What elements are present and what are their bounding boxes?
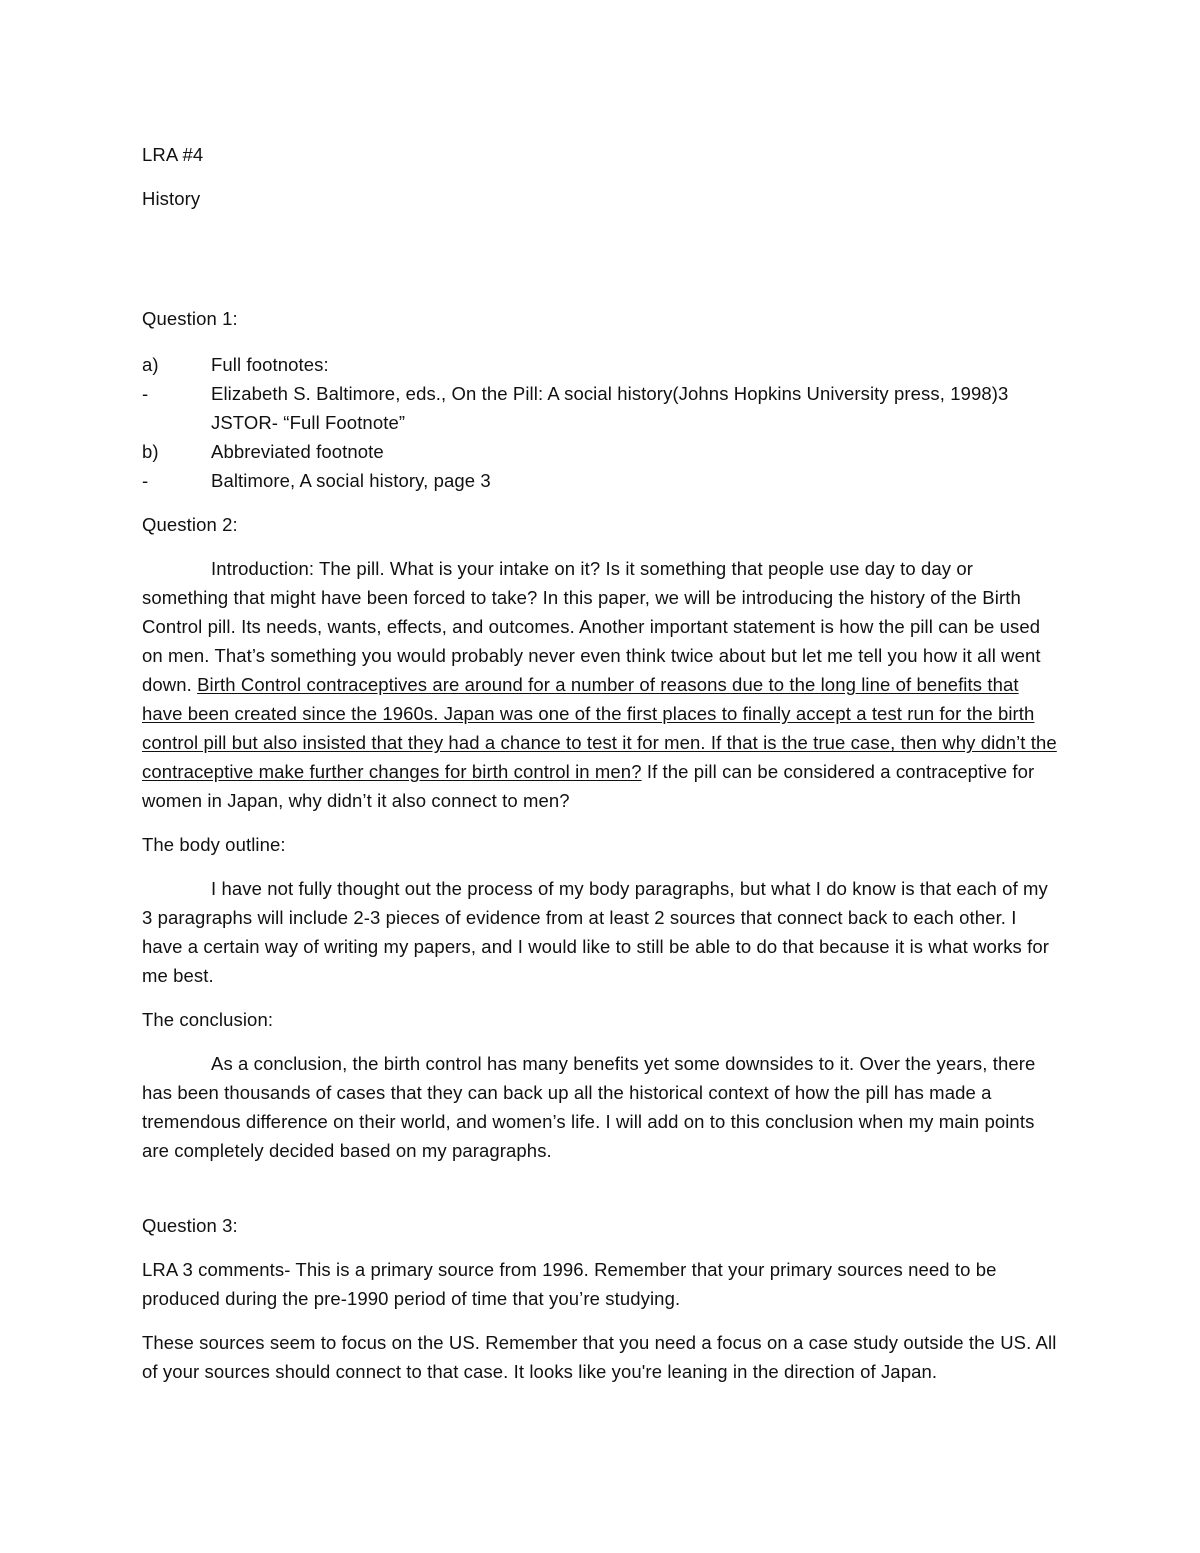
list-item-text: Abbreviated footnote xyxy=(211,441,384,462)
conclusion-paragraph: As a conclusion, the birth control has many benefits yet some downsides to it. Over the years, there has been thousands of cases that they can back up all the historical context of how the pill has made a tremendous difference on their world, and women’s life. I will add on to this conclusion when my main points are completely decided based on my paragraphs. xyxy=(142,1053,1036,1161)
list-marker: - xyxy=(142,470,149,491)
question-1-heading: Question 1: xyxy=(142,308,238,329)
question-3-heading: Question 3: xyxy=(142,1215,238,1236)
list-item-text: Baltimore, A social history, page 3 xyxy=(211,470,491,491)
body-outline-heading: The body outline: xyxy=(142,834,286,855)
feedback-comment-2: These sources seem to focus on the US. Remember that you need a focus on a case study outside the US. All of your sources should connect to that case. It looks like you're leaning in the direction of Japan. xyxy=(142,1332,1057,1382)
list-item-text: Elizabeth S. Baltimore, eds., On the Pill: A social history(Johns Hopkins University press, 1998)3 xyxy=(211,383,1009,404)
list-item xyxy=(142,350,1062,379)
intro-text: Introduction: The pill. What is your intake on it? Is it something that people use day to day or something that might have been forced to take? In this paper, we will be introducing the history of the Birth Control pill. Its needs, wants, effects, and outcomes. Another important statement is how the pill can be used on men. That’s something you would probably never even think twice about but let me tell you how it all went down. xyxy=(142,558,1041,695)
intro-text-end: If the pill can be considered a contraceptive for women in Japan, why didn’t it also connect to men? xyxy=(142,761,1035,811)
introduction-paragraph xyxy=(142,554,1062,815)
list-item-text: Full footnotes: xyxy=(211,354,329,375)
assignment-title: LRA #4 xyxy=(142,144,204,165)
subject-title: History xyxy=(142,188,201,209)
question-2-heading: Question 2: xyxy=(142,514,238,535)
intro-underlined-text: Birth Control contraceptives are around for a number of reasons due to the long line of benefits that have been created since the 1960s. Japan was one of the first places to finally accept a test run for the birth control pill but also insisted that they had a chance to test it for men. If that is the true case, then why didn’t the contraceptive make further changes for birth control in men? xyxy=(142,674,1057,782)
feedback-comment-1: LRA 3 comments- This is a primary source from 1996. Remember that your primary sources need to be produced during the pre-1990 period of time that you’re studying. xyxy=(142,1259,997,1309)
footnote-list xyxy=(142,350,1062,495)
list-marker: - xyxy=(142,383,149,404)
list-item xyxy=(142,379,1062,408)
body-outline-paragraph: I have not fully thought out the process of my body paragraphs, but what I do know is that each of my 3 paragraphs will include 2-3 pieces of evidence from at least 2 sources that connect back to each other. I have a certain way of writing my papers, and I would like to still be able to do that because it is what works for me best. xyxy=(142,878,1050,986)
list-marker: a) xyxy=(142,354,159,375)
list-item xyxy=(142,466,1062,495)
list-item xyxy=(142,437,1062,466)
list-item xyxy=(142,408,1062,437)
conclusion-heading: The conclusion: xyxy=(142,1009,274,1030)
list-marker: b) xyxy=(142,441,159,462)
document-page xyxy=(142,140,1062,1386)
list-item-text: JSTOR- “Full Footnote” xyxy=(211,412,406,433)
